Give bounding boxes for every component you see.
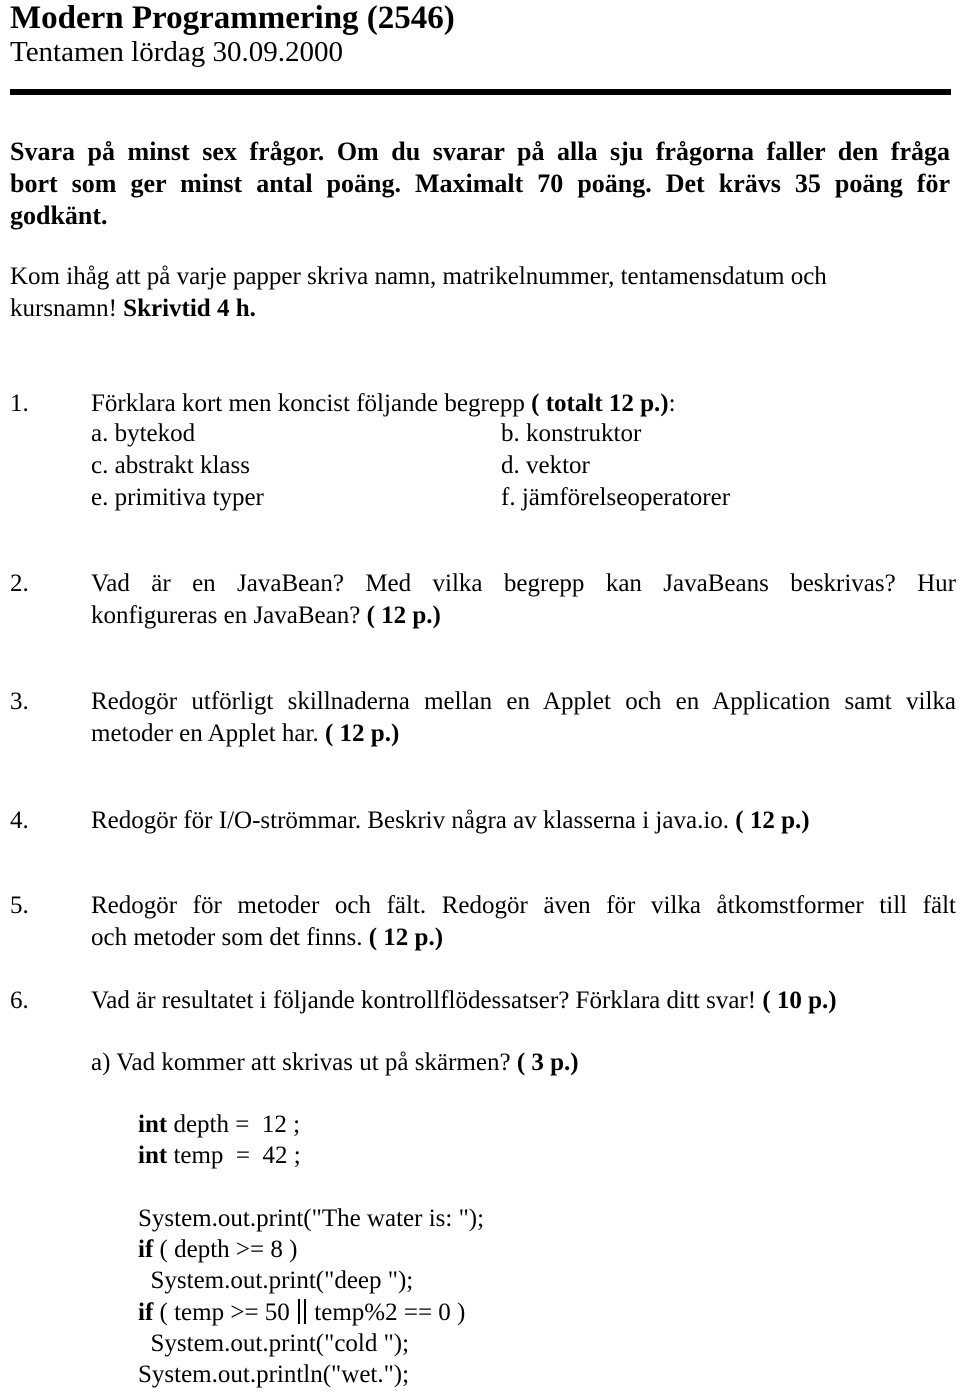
question-points: ( 10 p.): [762, 987, 837, 1014]
question-points: ( 12 p.): [324, 720, 400, 747]
code-keyword: int: [138, 1111, 168, 1138]
reminder-text: Kom ihåg att på varje papper skriva namn, matrikelnummer, tentamensdatum och: [10, 263, 827, 290]
question-3-text: [91, 686, 956, 750]
instructions-line: bort som ger minst antal poäng. Maximalt 70 poäng. Det krävs 35 poäng för: [10, 169, 950, 198]
term-item: a. bytekod: [91, 420, 196, 447]
question-points: ( totalt 12 p.): [531, 390, 669, 417]
term-item: d. vektor: [501, 452, 590, 479]
instructions-line: Svara på minst sex frågor. Om du svarar på alla sju frågorna faller den fråga: [10, 137, 950, 166]
question-number: 4.: [10, 807, 29, 834]
code-keyword: int: [138, 1142, 168, 1170]
code-line: [138, 1234, 484, 1265]
subquestion-text: a) Vad kommer att skrivas ut på skärmen?: [91, 1049, 511, 1076]
code-keyword: if: [138, 1298, 154, 1326]
question-1-text: [91, 388, 676, 420]
code-text: temp%2 == 0 ): [308, 1298, 466, 1326]
question-5-text: [91, 890, 956, 954]
question-points: ( 12 p.): [368, 924, 444, 951]
code-line: System.out.print("The water is: ");: [138, 1204, 485, 1232]
code-text: depth = 12 ;: [167, 1111, 301, 1138]
reminder-line-2: [10, 293, 256, 325]
reminder-text: kursnamn!: [10, 295, 117, 322]
header-rule: [10, 89, 951, 95]
question-number: 6.: [10, 987, 29, 1014]
question-text: Vad är resultatet i följande kontrollflödessatser? Förklara ditt svar!: [91, 987, 757, 1014]
code-keyword: if: [138, 1236, 154, 1264]
code-line: System.out.print("deep ");: [138, 1267, 414, 1295]
code-line: [138, 1140, 484, 1171]
document-title: Modern Programmering (2546): [10, 0, 455, 36]
code-text: temp = 42 ;: [167, 1142, 301, 1170]
question-points: ( 12 p.): [735, 807, 810, 834]
instructions-bold: [10, 136, 950, 232]
code-listing: [138, 1109, 484, 1391]
question-number: 2.: [10, 570, 29, 597]
or-operator-bar: [298, 1299, 300, 1324]
question-text: konfigureras en JavaBean?: [91, 602, 361, 629]
question-6-text: [91, 985, 837, 1017]
instructions-line: godkänt.: [10, 201, 108, 230]
code-blank-line: [138, 1172, 484, 1203]
or-operator-bar: [304, 1299, 306, 1324]
question-number: 5.: [10, 892, 29, 919]
term-item: c. abstrakt klass: [91, 452, 250, 479]
question-2-text: [91, 568, 956, 632]
question-line: [91, 922, 956, 954]
code-line: [138, 1297, 484, 1328]
question-colon: :: [668, 390, 676, 417]
question-line: Redogör utförligt skillnaderna mellan en Applet och en Application samt vilka: [91, 688, 956, 715]
question-text: Förklara kort men koncist följande begrepp: [91, 390, 525, 417]
question-text: Redogör för I/O-strömmar. Beskriv några av klasserna i java.io.: [91, 807, 730, 834]
question-line: [91, 718, 956, 750]
question-text: metoder en Applet har.: [91, 720, 319, 747]
question-line: [91, 600, 956, 632]
code-line: System.out.print("cold ");: [138, 1330, 410, 1358]
code-text: ( temp >= 50: [153, 1298, 297, 1326]
code-text: ( depth >= 8 ): [153, 1236, 298, 1264]
term-item: e. primitiva typer: [91, 484, 264, 511]
code-line: [138, 1109, 484, 1140]
question-6a-text: [91, 1047, 579, 1079]
question-text: och metoder som det finns.: [91, 924, 363, 951]
question-points: ( 12 p.): [366, 602, 441, 629]
writing-time: Skrivtid 4 h.: [123, 295, 256, 322]
code-line: System.out.println("wet.");: [138, 1361, 410, 1389]
reminder-line-1: [10, 261, 905, 293]
question-line: Redogör för metoder och fält. Redogör även för vilka åtkomstformer till fält: [91, 892, 956, 919]
question-4-text: [91, 805, 810, 837]
question-line: Vad är en JavaBean? Med vilka begrepp kan JavaBeans beskrivas? Hur: [91, 570, 956, 597]
question-number: 3.: [10, 688, 29, 715]
subquestion-points: ( 3 p.): [516, 1049, 579, 1076]
document-subtitle: Tentamen lördag 30.09.2000: [10, 36, 344, 68]
question-number: 1.: [10, 390, 29, 417]
term-item: f. jämförelseoperatorer: [501, 484, 731, 511]
term-item: b. konstruktor: [501, 420, 642, 447]
